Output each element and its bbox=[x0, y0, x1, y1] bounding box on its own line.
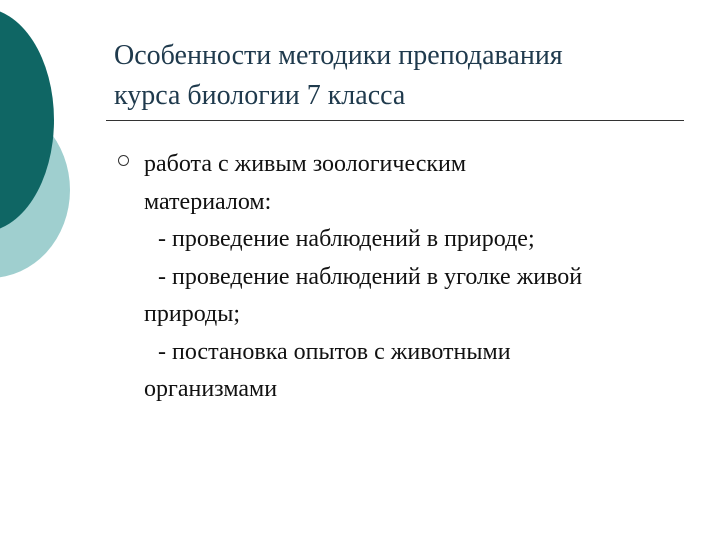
bullet-subline-3: - постановка опытов с животными bbox=[158, 338, 511, 365]
bullet-subline-1: - проведение наблюдений в природе; bbox=[158, 226, 535, 252]
slide-title bbox=[114, 36, 674, 116]
hollow-circle-bullet-icon bbox=[118, 155, 129, 166]
slide-title-line-1: Особенности методики преподавания bbox=[114, 40, 563, 71]
decor-circles-icon bbox=[0, 0, 90, 300]
bullet-subline-2: - проведение наблюдений в уголке живой bbox=[158, 263, 583, 290]
bullet-content bbox=[144, 146, 704, 409]
bullet-subline-3-cont: организмами bbox=[144, 376, 278, 402]
bullet-line-1: работа с живым зоологическим bbox=[144, 151, 467, 177]
title-divider bbox=[106, 120, 684, 121]
bullet-subline-2-cont: природы; bbox=[144, 301, 240, 327]
slide-title-line-2: курса биологии 7 класса bbox=[114, 80, 406, 111]
bullet-line-2: материалом: bbox=[144, 188, 272, 215]
